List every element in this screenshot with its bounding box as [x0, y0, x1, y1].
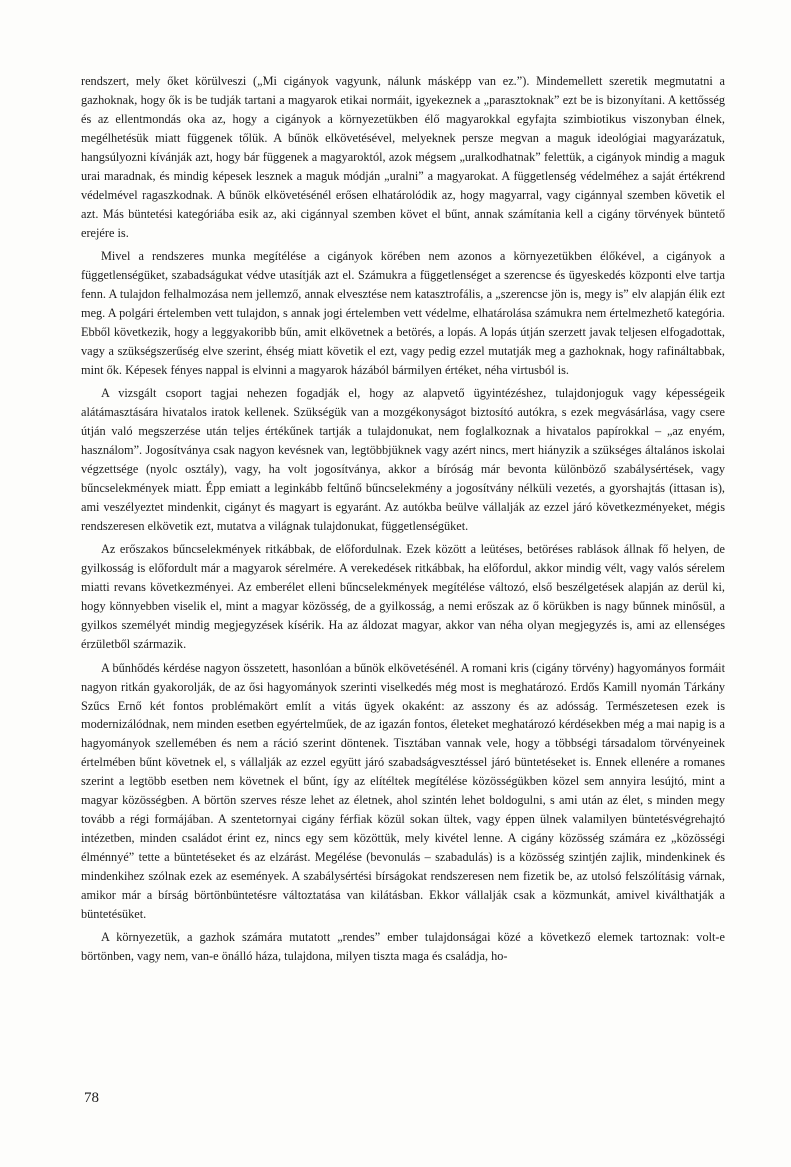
paragraph: Mivel a rendszeres munka megítélése a cigányok körében nem azonos a környezetükben élőkével, a cigányok a függetlenségüket, szabadságukat védve utasítják azt el. Számukra a függetlenséget a szerencse és ügyeskedés központi elve tartja fenn. A tulajdon felhalmozása nem jellemző, annak elvesztése nem katasztrofális, a „szerencse jön is, megy is” elv alapján élik ezt meg. A polgári értelemben vett tulajdon, s annak jogi értelemben vett védelme, elhatárolása számukra nem értelmezhető kategória. Ebből következik, hogy a leggyakoribb bűn, amit elkövetnek a betörés, a lopás. A lopás útján szerzett javak teljesen elfogadottak, vagy a szükségszerűség elve szerint, éhség miatt követik el ezt, vagy pedig ezzel mutatják meg a gazhoknak, hogy rafináltabbak, mint ők. Képesek fényes nappal is elvinni a magyarok házából bármilyen értéket, néha virtusból is. [81, 249, 725, 377]
page-number: 78 [84, 1090, 99, 1106]
paragraph: A bűnhődés kérdése nagyon összetett, hasonlóan a bűnök elkövetésénél. A romani kris (cigány törvény) hagyományos formáit nagyon ritkán gyakorolják, de az ősi hagyományok szerinti viselkedés még most is meghatározó. Erdős Kamill nyomán Tárkány Szűcs Ernő két fontos problémakört említ a vitás ügyek okaként: az asszony és az adósság. Természetesen ezek is modernizálódnak, nem minden esetben egyértelműek, de az igazán fontos, életeket meghatározó kérdésekben még a mai napig is a hagyományok szellemében és nem a ráció szerint döntenek. Tisztában vannak vele, hogy a többségi társadalom törvényeinek értelmében bűnt követnek el, s vállalják az ezzel együtt járó szabadságvesztéssel járó büntetéseket is. Ennek ellenére a romanes szerint a legtöbb esetben nem követnek el bűnt, így az elítéltek megítélése közösségükben közel sem annyira lesújtó, mint a magyar közösségben. A börtön szerves része lehet az életnek, ahol szintén lehet boldogulni, s ami után az élet, s minden megy tovább a régi formájában. A szentetornyai cigány férfiak közül sokan ültek, vagy éppen ülnek valamilyen büntetésvégrehajtó intézetben, minden családot érint ez, nincs egy sem közöttük, mely kivétel lenne. A cigány közösség számára ez „közösségi élménnyé” tette a büntetéseket és az elzárást. Megélése (bevonulás – szabadulás) is a közösség szintjén zajlik, mindenkinek és mindenkihez szólnak ezek az események. A szabálysértési bírságokat rendszeresen nem fizetik be, az utolsó felszólításig várnak, amikor már a bírság börtönbüntetésre változtatása van kilátásban. Ekkor vállalják csak a közmunkát, amivel kiválthatják a büntetésüket. [81, 660, 725, 921]
paragraph: A vizsgált csoport tagjai nehezen fogadják el, hogy az alapvető ügyintézéshez, tulajdonjoguk vagy képességeik alátámasztására hivatalos iratok kellenek. Szükségük van a mozgékonyságot biztosító autókra, s ezek megvásárlása, vagy csere útján való megszerzése után teljes értékűnek tartják a tulajdonukat, nem foglalkoznak a hivatalos papírokkal – „az enyém, használom”. Jogosítványa csak nagyon kevésnek van, legtöbbjüknek vagy azért nincs, mert hiányzik a szükséges általános iskolai végzettsége (nyolc osztály), vagy, ha volt jogosítványa, akkor a bíróság már bevonta különböző szabálysértések, vagy bűncselekmények miatt. Épp emiatt a leginkább feltűnő bűncselekmény a jogosítvány nélküli vezetés, a gyorshajtás (ittasan is), ami veszélyeztet mindenkit, cigányt és magyart is egyaránt. Az autókba beülve vállalják az ezzel járó következményeket, mégis rendszeresen elkövetik ezt, mutatva a világnak tulajdonukat, függetlenségüket. [81, 386, 725, 533]
paragraph: A környezetük, a gazhok számára mutatott „rendes” ember tulajdonságai közé a következő elemek tartoznak: volt-e börtönben, vagy nem, van-e önálló háza, tulajdona, milyen tiszta maga és családja, ho- [81, 930, 725, 964]
page-body [81, 72, 725, 966]
paragraph: rendszert, mely őket körülveszi („Mi cigányok vagyunk, nálunk másképp van ez.”). Mindemellett szeretik megmutatni a gazhoknak, hogy ők is be tudják tartani a magyarok etikai normáit, igyekeznek a „parasztoknak” ezt be is bizonyítani. A kettősség és az ellentmondás oka az, hogy a cigányok a környezetükben élő magyarokkal egyfajta szimbiotikus viszonyban élnek, megélhetésük miatt függenek tőlük. A bűnök elkövetésével, melyeknek persze megvan a maguk ideológiai magyarázatuk, hangsúlyozni kívánják azt, hogy bár függenek a magyaroktól, azok mégsem „uralkodhatnak” felettük, a cigányok mindig a maguk urai maradnak, és mindig képesek lesznek a maguk módján „uralni” a magyarokat. A függetlenség védelméhez a saját értékrend védelmével ragaszkodnak. A bűnök elkövetésénél erősen elhatárolódik az, hogy magyarral, vagy cigánnyal szemben követik el azt. Más büntetési kategóriába esik az, aki cigánnyal szemben követ el bűnt, annak számítania kell a cigány törvények büntető erejére is. [81, 74, 725, 240]
paragraph: Az erőszakos bűncselekmények ritkábbak, de előfordulnak. Ezek között a leütéses, betöréses rablások állnak fő helyen, de gyilkosság is előfordult már a magyarok sérelmére. A verekedések ritkábbak, ha előfordul, akkor mindig vélt, vagy valós sérelem miatti revans következményei. Az emberélet elleni bűncselekmények megítélése változó, első beszélgetések alapján az derül ki, hogy könnyebben viselik el, mint a magyar közösség, de a gyilkosság, a nemi erőszak az ő körükben is nagy bűnnek minősül, a gyilkos személyét mindig megjegyzések kísérik. Ha az áldozat magyar, akkor van néha olyan megjegyzés is, ami az ellenséges érzületből származik. [81, 542, 725, 652]
